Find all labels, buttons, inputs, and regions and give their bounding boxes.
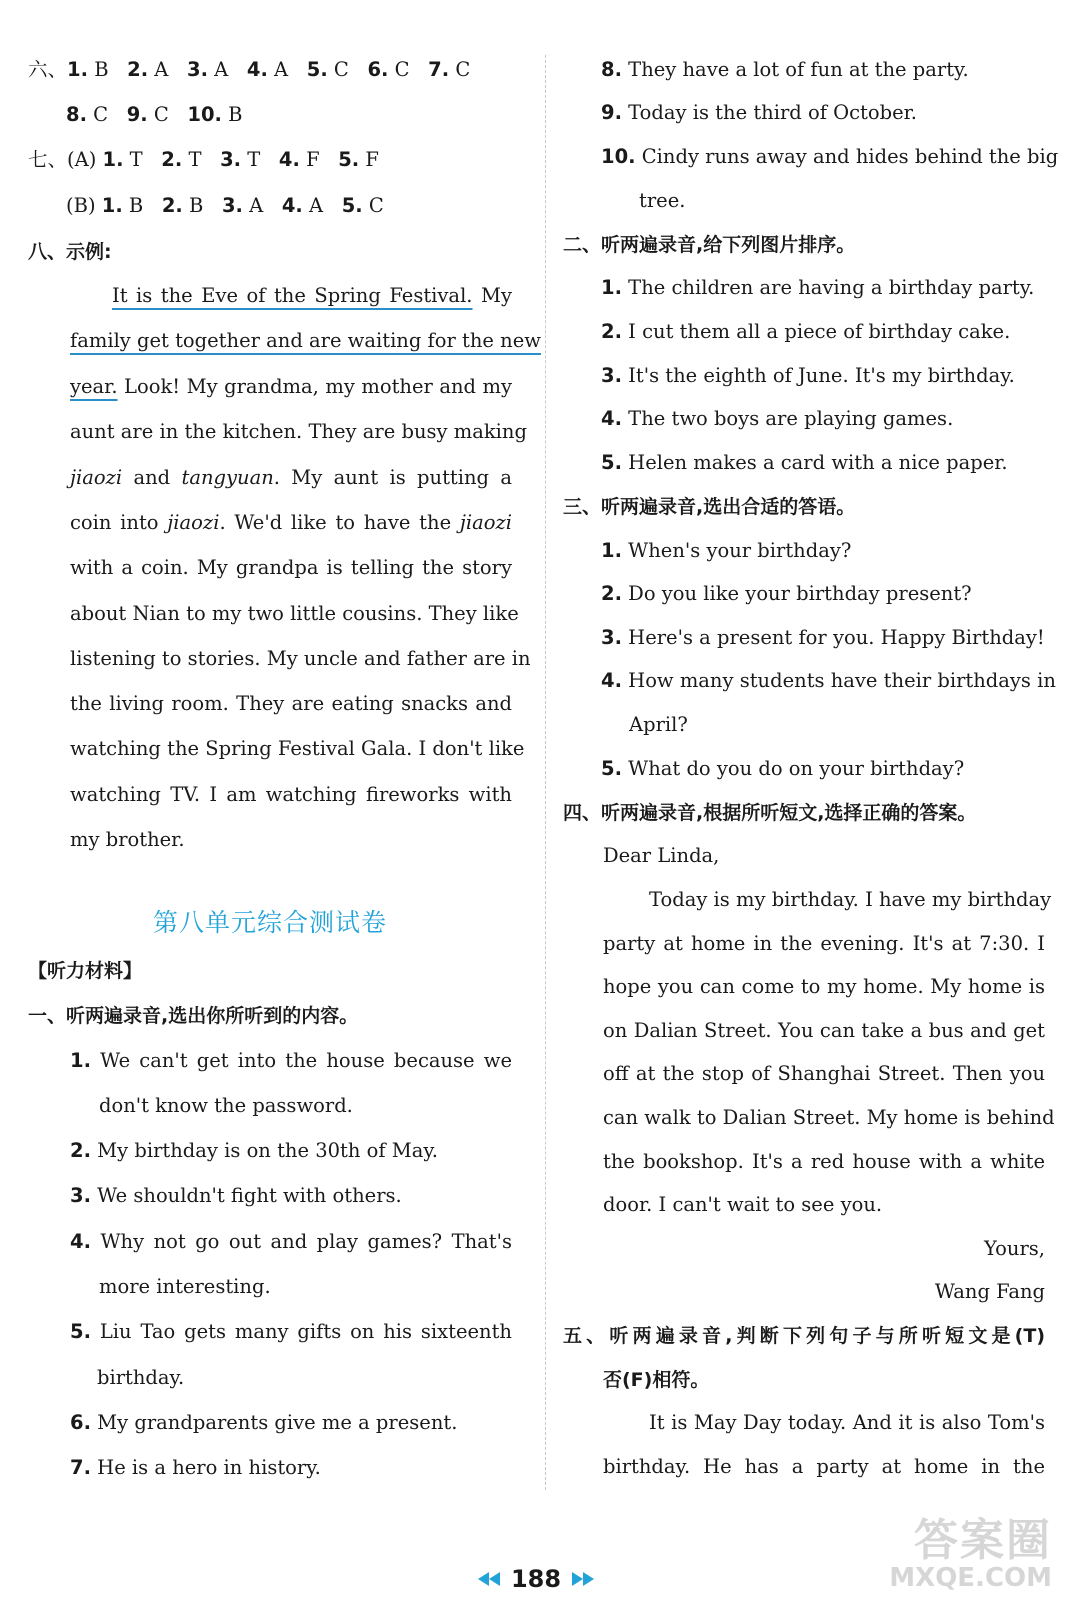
right-line-23: on Dalian Street. You can take a bus and get: [603, 1019, 1045, 1042]
left-line-17: watching TV. I am watching fireworks with: [70, 783, 512, 806]
left-line-13: about Nian to my two little cousins. They like: [70, 602, 519, 625]
left-line-8: year. Look! My grandma, my mother and my: [70, 375, 512, 398]
right-line-21: party at home in the evening. It's at 7:30. I: [603, 932, 1045, 955]
right-line-26: the bookshop. It's a red house with a white: [603, 1150, 1045, 1173]
right-line-11: 三、听两遍录音,选出合适的答语。: [563, 496, 856, 518]
next-arrow-icon: [572, 1572, 583, 1586]
right-line-19: Dear Linda,: [603, 844, 720, 867]
prev-arrow-icon: [489, 1572, 500, 1586]
left-line-7: family get together and are waiting for the new: [70, 329, 541, 352]
next-arrow-icon: [583, 1572, 594, 1586]
left-line-24: 3. We shouldn't fight with others.: [70, 1184, 402, 1207]
right-line-3: 10. Cindy runs away and hides behind the big: [601, 145, 1059, 168]
right-line-9: 4. The two boys are playing games.: [601, 407, 954, 430]
right-line-30: 五、听两遍录音,判断下列句子与所听短文是(T): [563, 1325, 1045, 1347]
right-line-29: Wang Fang: [934, 1280, 1045, 1303]
right-line-10: 5. Helen makes a card with a nice paper.: [601, 451, 1008, 474]
right-line-2: 9. Today is the third of October.: [601, 101, 917, 124]
right-line-33: birthday. He has a party at home in the: [603, 1455, 1045, 1478]
right-line-13: 2. Do you like your birthday present?: [601, 582, 972, 605]
right-line-4: tree.: [639, 189, 686, 212]
left-line-28: birthday.: [97, 1366, 185, 1389]
right-line-12: 1. When's your birthday?: [601, 539, 852, 562]
left-line-14: listening to stories. My uncle and father are in: [70, 647, 531, 670]
right-line-31: 否(F)相符。: [603, 1369, 710, 1391]
left-line-30: 7. He is a hero in history.: [70, 1456, 321, 1479]
left-line-21: 1. We can't get into the house because we: [70, 1049, 512, 1072]
right-line-7: 2. I cut them all a piece of birthday cake.: [601, 320, 1011, 343]
left-line-20: 一、听两遍录音,选出你所听到的内容。: [28, 1005, 359, 1027]
right-line-18: 四、听两遍录音,根据所听短文,选择正确的答案。: [563, 802, 977, 824]
right-line-24: off at the stop of Shanghai Street. Then you: [603, 1062, 1045, 1085]
right-line-27: door. I can't wait to see you.: [603, 1193, 883, 1216]
left-line-29: 6. My grandparents give me a present.: [70, 1411, 458, 1434]
left-line-11: coin into jiaozi. We'd like to have the jiaozi: [70, 511, 512, 534]
left-line-6: It is the Eve of the Spring Festival. My: [112, 284, 512, 307]
right-line-1: 8. They have a lot of fun at the party.: [601, 58, 969, 81]
right-line-25: can walk to Dalian Street. My home is behind: [603, 1106, 1055, 1129]
left-line-1: 六、1. B 2. A 3. A 4. A 5. C 6. C 7. C: [28, 58, 471, 81]
left-line-23: 2. My birthday is on the 30th of May.: [70, 1139, 438, 1162]
left-line-10: jiaozi and tangyuan. My aunt is putting a: [70, 466, 512, 489]
right-line-15: 4. How many students have their birthdays in: [601, 669, 1056, 692]
right-line-14: 3. Here's a present for you. Happy Birthday!: [601, 626, 1045, 649]
column-divider: [545, 55, 546, 1490]
right-line-17: 5. What do you do on your birthday?: [601, 757, 965, 780]
left-line-25: 4. Why not go out and play games? That's: [70, 1230, 512, 1253]
left-line-19: 【听力材料】: [28, 960, 143, 982]
right-line-8: 3. It's the eighth of June. It's my birthday.: [601, 364, 1015, 387]
right-line-32: It is May Day today. And it is also Tom's: [649, 1411, 1045, 1434]
right-line-5: 二、听两遍录音,给下列图片排序。: [563, 234, 856, 256]
watermark-text: 答案圈: [914, 1515, 1052, 1566]
left-line-5: 八、示例:: [28, 241, 112, 263]
left-line-27: 5. Liu Tao gets many gifts on his sixteenth: [70, 1320, 512, 1343]
left-line-18: my brother.: [70, 828, 185, 851]
right-line-28: Yours,: [983, 1237, 1045, 1260]
right-line-22: hope you can come to my home. My home is: [603, 975, 1045, 998]
unit-title: 第八单元综合测试卷: [152, 908, 387, 937]
left-line-15: the living room. They are eating snacks and: [70, 692, 512, 715]
watermark-logo: [889, 1515, 1052, 1593]
left-line-12: with a coin. My grandpa is telling the story: [70, 556, 512, 579]
left-line-4: (B) 1. B 2. B 3. A 4. A 5. C: [66, 194, 384, 217]
left-line-26: more interesting.: [99, 1275, 271, 1298]
right-line-20: Today is my birthday. I have my birthday: [649, 888, 1052, 911]
right-line-16: April?: [629, 713, 688, 736]
left-line-3: 七、(A) 1. T 2. T 3. T 4. F 5. F: [28, 148, 379, 171]
right-line-6: 1. The children are having a birthday party.: [601, 276, 1035, 299]
watermark-url: MXQE.COM: [889, 1563, 1052, 1593]
left-line-9: aunt are in the kitchen. They are busy making: [70, 420, 527, 443]
left-line-16: watching the Spring Festival Gala. I don't like: [70, 737, 525, 760]
prev-arrow-icon: [478, 1572, 489, 1586]
left-line-2: 8. C 9. C 10. B: [66, 103, 243, 126]
left-line-22: don't know the password.: [99, 1094, 353, 1117]
page-number: 188: [510, 1565, 562, 1593]
